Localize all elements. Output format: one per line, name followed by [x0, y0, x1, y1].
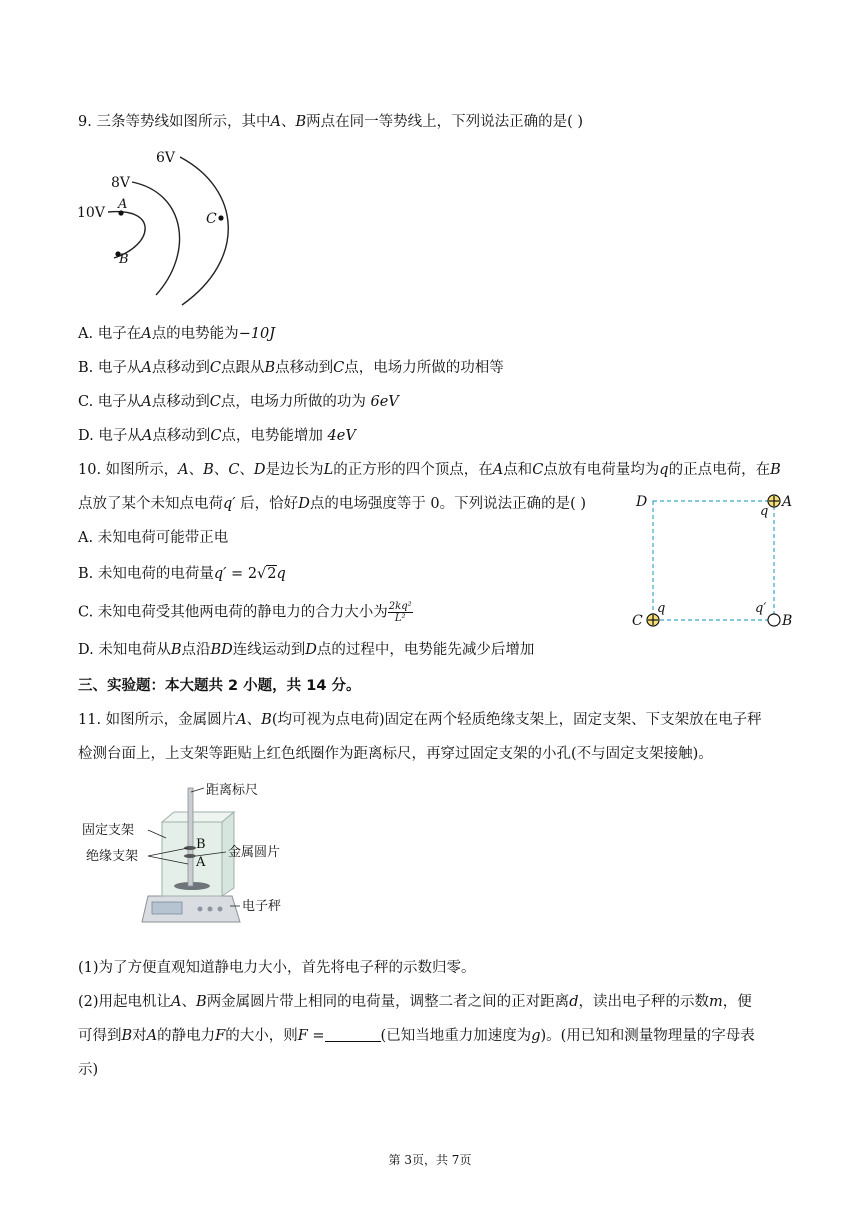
- q10-option-d: D. 未知电荷从B点沿BD连线运动到D点的过程中，电势能先减少后增加: [78, 642, 535, 658]
- label-a: A: [782, 494, 793, 510]
- distance-ruler-rod: [188, 788, 193, 886]
- q9-equipotential-figure: [74, 145, 254, 310]
- label-c: C: [632, 613, 643, 629]
- q9-option-a: A. 电子在A点的电势能为−10J: [78, 326, 276, 342]
- q11-apparatus-figure: [80, 778, 300, 938]
- q10-stem-line2: 点放了某个未知点电荷q′ 后，恰好D点的电场强度等于 0。下列说法正确的是( ): [78, 496, 587, 512]
- label-c: C: [206, 211, 217, 227]
- q11-stem-line2: 检测台面上，上支架等距贴上红色纸圈作为距离标尺，再穿过固定支架的小孔(不与固定支架接触)。: [78, 746, 713, 762]
- metal-disc-a: [184, 854, 196, 858]
- answer-blank[interactable]: [325, 1027, 381, 1042]
- label-distance-ruler: 距离标尺: [206, 783, 259, 798]
- q9-option-c: C. 电子从A点移动到C点，电场力所做的功为 6eV: [78, 394, 399, 410]
- q11-stem-line1: 11. 如图所示，金属圆片A、B(均可视为点电荷)固定在两个轻质绝缘支架上，固定支架、下支架放在电子秤: [78, 712, 762, 728]
- positive-charge-a: [768, 495, 780, 507]
- label-disc-a: A: [196, 855, 206, 870]
- unknown-charge-b: [768, 614, 780, 626]
- label-a: A: [118, 197, 128, 212]
- q11-part-2-line3: 示): [78, 1062, 99, 1078]
- label-6v: 6V: [156, 150, 176, 166]
- q10-option-b: B. 未知电荷的电荷量q′ = 2√2q: [78, 566, 286, 582]
- label-q-bottom: q: [657, 601, 666, 616]
- metal-disc-b: [184, 846, 196, 850]
- page-footer: 第 3页，共 7页: [388, 1153, 472, 1167]
- section-3-heading: 三、实验题：本大题共 2 小题，共 14 分。: [78, 678, 361, 694]
- q9-stem: 9. 三条等势线如图所示，其中A、B两点在同一等势线上，下列说法正确的是( ): [78, 114, 584, 130]
- q10-square-figure: [630, 490, 800, 630]
- label-q-top: q: [760, 504, 769, 519]
- q10-option-a: A. 未知电荷可能带正电: [78, 530, 229, 546]
- label-q-prime: q′: [755, 601, 767, 616]
- q10-option-c: C. 未知电荷受其他两电荷的静电力的合力大小为 $\frac{\text{2kq²}}{\text{L²}}$: [78, 601, 412, 624]
- equipotential-6v-line: [180, 157, 228, 305]
- label-8v: 8V: [111, 175, 131, 191]
- label-fixed-support: 固定支架: [82, 823, 135, 838]
- label-b: B: [119, 252, 129, 267]
- q10-stem-line1: 10. 如图所示，A、B、C、D是边长为L的正方形的四个顶点，在A点和C点放有电荷量均为q的正点电荷，在B: [78, 462, 781, 478]
- label-metal-disc: 金属圆片: [228, 845, 281, 860]
- label-disc-b: B: [196, 837, 206, 852]
- label-insulated-support: 绝缘支架: [86, 849, 139, 864]
- label-d: D: [636, 494, 648, 510]
- q9-option-b: B. 电子从A点移动到C点跟从B点移动到C点，电场力所做的功相等: [78, 360, 504, 376]
- label-b: B: [782, 613, 793, 629]
- label-10v: 10V: [77, 205, 105, 221]
- q11-part-2-line2: 可得到B对A的静电力F的大小，则F = (已知当地重力加速度为g)。(用已知和测量物理量的字母表: [78, 1028, 755, 1044]
- q9-option-d: D. 电子从A点移动到C点，电势能增加 4eV: [78, 428, 356, 444]
- equipotential-8v-line: [132, 182, 180, 295]
- point-c: [218, 215, 223, 220]
- q11-part-1: (1)为了方便直观知道静电力大小，首先将电子秤的示数归零。: [78, 960, 476, 976]
- label-electronic-scale: 电子秤: [242, 899, 282, 914]
- fraction-2kq2-over-l2: $\frac{\text{2kq²}}{\text{L²}}$: [388, 601, 412, 624]
- q11-part-2-line1: (2)用起电机让A、B两金属圆片带上相同的电荷量，调整二者之间的正对距离d，读出电子秤的示数m，便: [78, 994, 752, 1010]
